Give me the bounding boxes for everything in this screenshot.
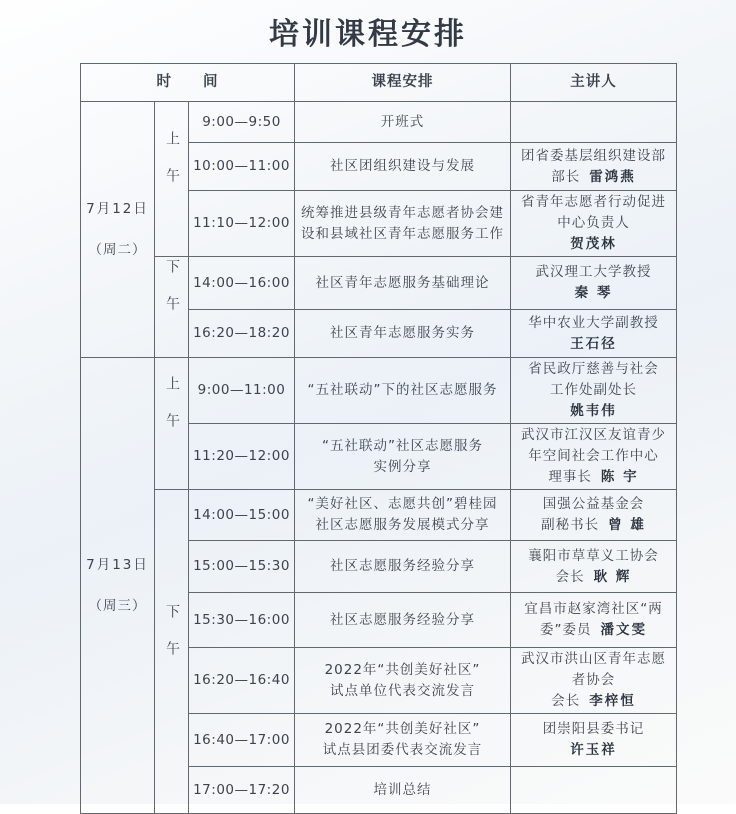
course-title: 2022年“共创美好社区” — [324, 661, 481, 678]
time-cell: 9:00—11:00 — [189, 358, 295, 424]
time-cell: 11:20—12:00 — [189, 424, 295, 490]
course-cell — [295, 257, 511, 310]
course-title-line2: 试点县团委代表交流发言 — [322, 742, 483, 758]
time-cell: 10:00—11:00 — [189, 143, 295, 191]
speaker-cell — [511, 191, 677, 257]
course-cell — [295, 767, 511, 814]
speaker-name-line — [513, 401, 674, 422]
speaker-name-line — [513, 515, 674, 536]
course-title: 社区志愿服务经验分享 — [330, 558, 476, 574]
speaker-name-line — [513, 691, 674, 712]
speaker-cell — [511, 767, 677, 814]
course-title: 开班式 — [380, 113, 425, 130]
speaker-org: 武汉市江汉区友谊青少 — [521, 427, 667, 443]
course-title: 社区团组织建设与发展 — [330, 158, 476, 174]
speaker-name: 秦 琴 — [574, 285, 613, 301]
time-cell: 9:00—9:50 — [189, 102, 295, 143]
speaker-cell — [511, 714, 677, 767]
speaker-name-line — [513, 740, 674, 761]
course-title: 统筹推进县级青年志愿者协会建 — [301, 204, 505, 221]
speaker-org-line2: 工作处副处长 — [550, 382, 638, 398]
course-cell — [295, 143, 511, 191]
speaker-name: 贺茂林 — [570, 236, 617, 252]
speaker-name: 许玉祥 — [570, 742, 617, 758]
course-title: 2022年“共创美好社区” — [324, 721, 481, 737]
course-title: “美好社区、志愿共创”碧桂园 — [307, 496, 498, 512]
speaker-role: 部长 — [551, 168, 581, 185]
date-cell-jul12 — [81, 102, 155, 358]
course-cell — [295, 310, 511, 358]
table-row — [81, 257, 677, 310]
period-cell-am — [155, 358, 189, 490]
speaker-name-line — [513, 567, 674, 588]
time-cell: 16:20—18:20 — [189, 310, 295, 358]
speaker-name-line — [513, 334, 674, 355]
schedule-table — [80, 63, 677, 814]
course-title: 社区青年志愿服务实务 — [330, 325, 476, 341]
speaker-name: 耿 辉 — [593, 568, 632, 585]
time-cell: 16:40—17:00 — [189, 714, 295, 767]
weekday-label: （周三） — [88, 597, 147, 614]
speaker-name-line — [513, 620, 674, 641]
speaker-name-line — [513, 467, 674, 488]
header-row — [81, 64, 677, 102]
course-cell — [295, 714, 511, 767]
speaker-role: 委”委员 — [540, 622, 592, 638]
speaker-name: 曾 雄 — [608, 517, 646, 533]
date-cell-jul13 — [81, 358, 155, 814]
course-title-line2: 社区志愿服务发展模式分享 — [315, 517, 490, 533]
course-title-line2: 实例分享 — [373, 458, 432, 475]
time-cell: 15:00—15:30 — [189, 541, 295, 593]
col-header-course: 课程安排 — [295, 64, 511, 102]
speaker-org: 省青年志愿者行动促进 — [521, 194, 667, 210]
speaker-org-line2: 者协会 — [571, 672, 616, 688]
speaker-cell — [511, 424, 677, 490]
time-cell: 16:20—16:40 — [189, 648, 295, 714]
col-header-speaker: 主讲人 — [511, 64, 677, 102]
speaker-name: 陈 宇 — [600, 469, 639, 485]
speaker-org: 华中农业大学副教授 — [528, 314, 659, 331]
period-cell-pm — [155, 490, 189, 814]
speaker-cell — [511, 310, 677, 358]
speaker-name: 李梓恒 — [589, 693, 636, 709]
table-row — [81, 102, 677, 143]
speaker-cell — [511, 541, 677, 593]
course-title-line2: 试点单位代表交流发言 — [330, 682, 476, 699]
speaker-role: 理事长 — [548, 469, 592, 485]
speaker-name: 姚韦伟 — [570, 403, 617, 419]
speaker-org: 团崇阳县委书记 — [542, 721, 645, 737]
speaker-org: 国强公益基金会 — [542, 496, 645, 512]
speaker-role: 会长 — [551, 693, 581, 709]
course-title-line2: 设和县域社区青年志愿服务工作 — [301, 225, 505, 242]
course-title: 社区志愿服务经验分享 — [330, 611, 476, 628]
col-header-time: 时 间 — [81, 64, 295, 102]
course-title: “五社联动”社区志愿服务 — [322, 437, 484, 454]
speaker-org-line2: 年空间社会工作中心 — [528, 448, 659, 464]
period-cell-am — [155, 102, 189, 257]
time-cell: 11:10—12:00 — [189, 191, 295, 257]
speaker-cell — [511, 593, 677, 648]
weekday-label: （周二） — [88, 241, 147, 258]
speaker-role: 会长 — [555, 568, 585, 585]
speaker-org-line2: 中心负责人 — [557, 215, 630, 231]
course-cell — [295, 424, 511, 490]
speaker-cell — [511, 358, 677, 424]
speaker-org: 宜昌市赵家湾社区“两 — [524, 601, 663, 617]
course-cell — [295, 541, 511, 593]
time-cell: 14:00—15:00 — [189, 490, 295, 541]
speaker-cell — [511, 648, 677, 714]
speaker-role: 副秘书长 — [541, 517, 600, 533]
speaker-cell — [511, 257, 677, 310]
course-cell — [295, 102, 511, 143]
speaker-name: 雷鸿燕 — [589, 168, 636, 185]
speaker-name-line — [513, 167, 674, 188]
table-row — [81, 358, 677, 424]
period-cell-pm — [155, 257, 189, 358]
speaker-org: 武汉市洪山区青年志愿 — [521, 651, 667, 667]
speaker-name: 潘文雯 — [600, 622, 648, 638]
speaker-name-line — [513, 234, 674, 255]
speaker-cell — [511, 143, 677, 191]
course-cell — [295, 191, 511, 257]
course-cell — [295, 648, 511, 714]
time-cell: 17:00—17:20 — [189, 767, 295, 814]
course-title: 社区青年志愿服务基础理论 — [315, 274, 490, 291]
period-label: 下午 — [164, 259, 180, 333]
course-title: 培训总结 — [373, 781, 432, 798]
speaker-org: 团省委基层组织建设部 — [521, 147, 667, 164]
course-cell — [295, 490, 511, 541]
time-cell: 15:30—16:00 — [189, 593, 295, 648]
speaker-org: 省民政厅慈善与社会 — [528, 361, 659, 377]
speaker-name-line — [513, 283, 674, 304]
course-cell — [295, 593, 511, 648]
period-label: 上午 — [164, 131, 180, 205]
table-row — [81, 490, 677, 541]
period-label: 上午 — [164, 375, 180, 450]
speaker-cell — [511, 490, 677, 541]
speaker-org: 武汉理工大学教授 — [535, 264, 652, 280]
speaker-name: 王石径 — [570, 335, 617, 352]
page-title: 培训课程安排 — [269, 17, 467, 52]
course-cell — [295, 358, 511, 424]
date-label: 7月12日 — [86, 200, 149, 217]
time-cell: 14:00—16:00 — [189, 257, 295, 310]
speaker-cell — [511, 102, 677, 143]
course-title: “五社联动”下的社区志愿服务 — [307, 382, 498, 398]
speaker-org: 襄阳市草草义工协会 — [528, 547, 659, 564]
date-label: 7月13日 — [86, 556, 149, 573]
period-label: 下午 — [164, 603, 180, 678]
